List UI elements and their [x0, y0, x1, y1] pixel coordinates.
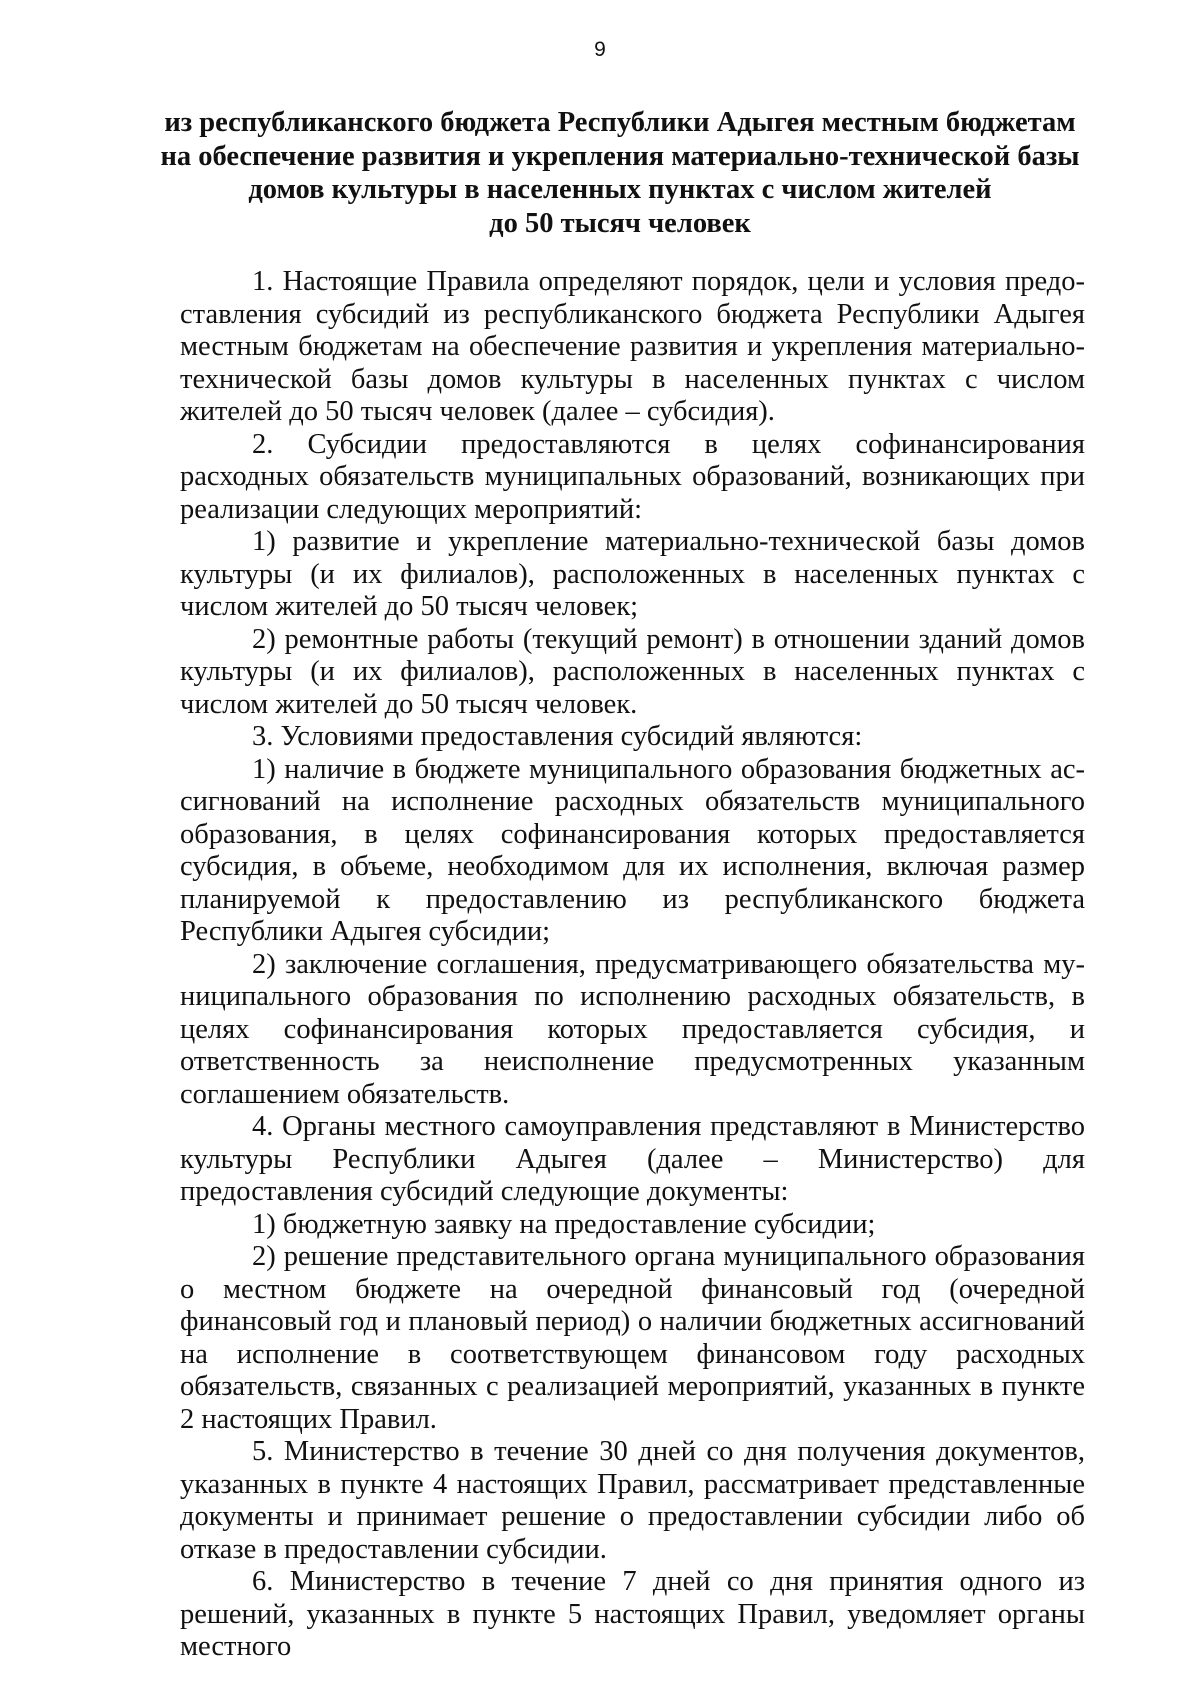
title-line: домов культуры в населенных пунктах с числом жителей [248, 174, 992, 205]
paragraph-6: 6. Министерство в течение 7 дней со дня принятия одного из решений, указанных в пункте 5 настоящих Правил, уведомляет органы местного [180, 1566, 1085, 1662]
paragraph-4: 4. Органы местного самоуправления представляют в Министерство культуры Республики Адыгея (далее – Министерство) для предоставления субсидий следующие документы: [180, 1111, 1085, 1207]
paragraph-3-item-2: 2) заключение соглашения, предусматривающего обязательства муниципального образования по исполнению расходных обязательств, в целях софинансирования которых предоставляется субсидия, и ответственность за неисполнение предусмотренных указанным соглашением обязательств. [180, 948, 1085, 1110]
paragraph-3-item-1: 1) наличие в бюджете муниципального образования бюджетных ассигнований на исполнение расходных обязательств муниципального образования, в целях софинансирования которых предоставляется субсидия, в объеме, необходимом для их исполнения, включая размер планируемой к предоставлению из республиканского бюджета Республики Адыгея субсидии; [180, 753, 1085, 947]
paragraph-3: 3. Условиями предоставления субсидий являются: [252, 721, 863, 752]
document-title [160, 106, 1080, 240]
paragraph-4-item-2: 2) решение представительного органа муниципального образования о местном бюджете на очередной финансовый год (очередной финансовый год и плановый период) о наличии бюджетных ассигнований на исполнение в соответствующем финансовом году расходных обязательств, связанных с реализацией мероприятий, указанных в пункте 2 настоящих Правил. [180, 1241, 1085, 1435]
title-line: до 50 тысяч человек [489, 207, 751, 239]
title-line: из республиканского бюджета Республики Адыгея местным бюджетам [164, 107, 1076, 138]
paragraph-4-item-1: 1) бюджетную заявку на предоставление субсидии; [252, 1208, 876, 1240]
paragraph-5: 5. Министерство в течение 30 дней со дня получения документов, указанных в пункте 4 настоящих Правил, рассматривает представленные документы и принимает решение о предоставлении субсидии либо об отказе в предоставлении субсидии. [180, 1436, 1085, 1565]
paragraph-2-item-1: 1) развитие и укрепление материально-технической базы домов культуры (и их филиалов), расположенных в населенных пунктах с числом жителей до 50 тысяч человек; [180, 526, 1085, 622]
title-line: на обеспечение развития и укрепления материально-технической базы [160, 140, 1080, 172]
paragraph-1: 1. Настоящие Правила определяют порядок, цели и условия предоставления субсидий из республиканского бюджета Республики Адыгея местным бюджетам на обеспечение развития и укрепления материально-технической базы домов культуры в населенных пунктах с числом жителей до 50 тысяч человек (далее – субсидия). [180, 266, 1085, 427]
paragraph-2-item-2: 2) ремонтные работы (текущий ремонт) в отношении зданий домов культуры (и их филиалов), расположенных в населенных пунктах с числом жителей до 50 тысяч человек. [180, 623, 1085, 720]
page-number: 9 [594, 38, 606, 61]
paragraph-2: 2. Субсидии предоставляются в целях софинансирования расходных обязательств муниципальных образований, возникающих при реализации следующих мероприятий: [180, 428, 1085, 525]
document-body [180, 266, 1085, 1664]
